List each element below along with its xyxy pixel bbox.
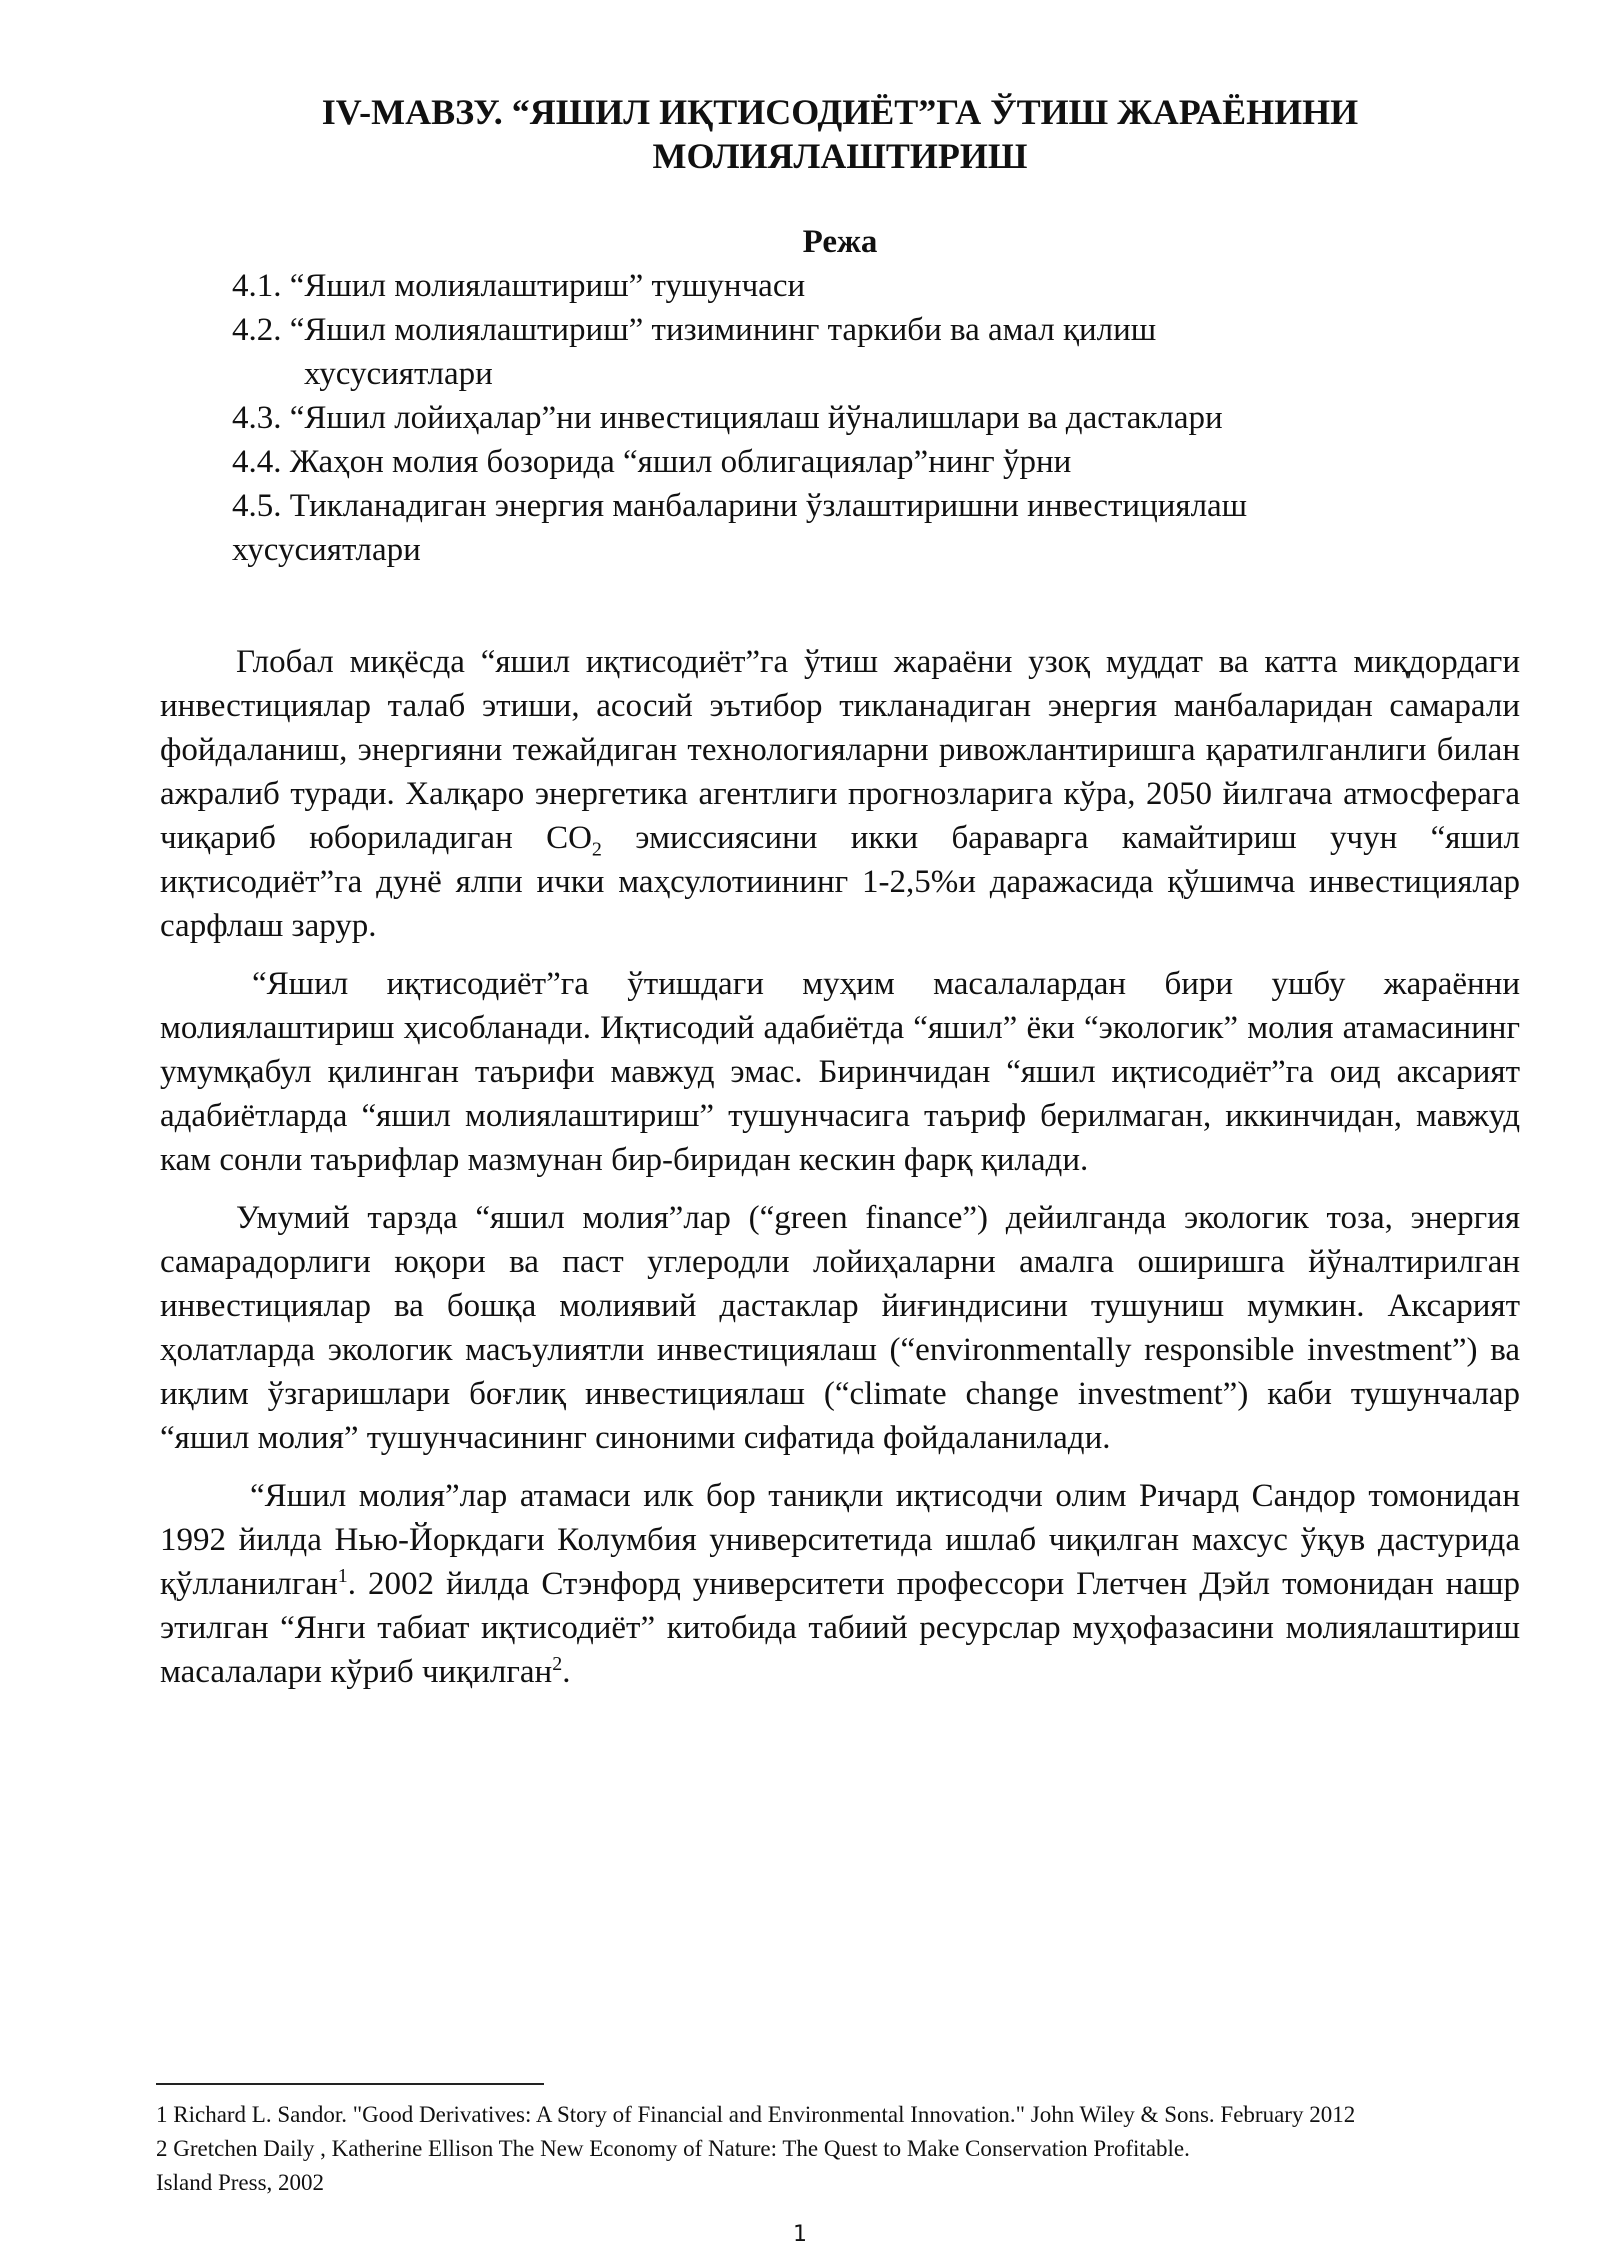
footnote-2-line-2: Island Press, 2002 (156, 2170, 325, 2195)
paragraph-3: Умумий тарзда “яшил молия”лар (“green finance”) дейилганда экологик тоза, энергия самарадорлиги юқори ва паст углеродли лойиҳаларни амалга оширишга йўналтирилган инвестициялар ва бошқа молиявий дастаклар йиғиндисини тушуниш мумкин. Аксарият ҳолатларда экологик масъулиятли инвестициялаш (“environmentally responsible investment”) ва иқлим ўзгаришлари боғлиқ инвестициялаш (“climate change investment”) каби тушунчалар “яшил молия” тушунчасининг синоними сифатида фойдаланилади. (160, 1200, 1520, 1456)
paragraph-1-text-b: эмиссиясини икки бараварга камайтириш учун “яшил иқтисодиёт”га дунё ялпи ички маҳсулотиининг 1-2,5%и даражасида қўшимча инвестициялар сарфлаш зарур. (160, 820, 1520, 944)
paragraph-2: “Яшил иқтисодиёт”га ўтишдаги муҳим масалалардан бири ушбу жараённи молиялаштириш ҳисобланади. Иқтисодий адабиётда “яшил” ёки “экологик” молия атамасининг умумқабул қилинган таърифи мавжуд эмас. Биринчидан “яшил иқтисодиёт”га оид аксарият адабиётларда “яшил молиялаштириш” тушунчасига таъриф берилмаган, иккинчидан, мавжуд кам сонли таърифлар мазмунан бир-биридан кескин фарқ қилади. (160, 966, 1520, 1178)
paragraph-4-text-a: “Яшил молия”лар атамаси илк бор таниқли иқтисодчи олим Ричард Сандор томонидан 1992 йилда Нью-Йоркдаги Колумбия университетида ишлаб чиқилган махсус ўқув дастурида қўлланилган (160, 1478, 1520, 1602)
plan-item-text: 4.1. “Яшил молиялаштириш” тушунчаси (232, 268, 806, 304)
body-text (160, 640, 1520, 1708)
title-line-1: IV-МАВЗУ. “ЯШИЛ ИҚТИСОДИЁТ”ГА ЎТИШ ЖАРАЁНИНИ (321, 92, 1359, 132)
footnotes (156, 2098, 1536, 2200)
plan-item-continuation: хусусиятлари (232, 532, 421, 568)
plan-item-4-5 (232, 484, 1382, 572)
paragraph-1-text-a: Глобал миқёсда “яшил иқтисодиёт”га ўтиш жараёни узоқ муддат ва катта миқдордаги инвестициялар талаб этиши, асосий эътибор тикланадиган энергия манбаларидан самарали фойдаланиш, энергияни тежайдиган технологияларни ривожлантиришга қаратилганлиги билан ажралиб туради. Халқаро энергетика агентлиги прогнозларига кўра, 2050 йилгача атмосферага чиқариб юбориладиган CO (160, 644, 1520, 856)
page-title (160, 90, 1520, 178)
footnote-separator (156, 2083, 544, 2085)
paragraph-1 (160, 640, 1520, 948)
paragraph-4-text-c: . (562, 1654, 571, 1690)
plan-item-continuation: хусусиятлари (304, 356, 493, 392)
footnote-ref-2[interactable]: 2 (552, 1653, 563, 1675)
paragraph-4-text-b: . 2002 йилда Стэнфорд университети профессори Глетчен Дэйл томонидан нашр этилган “Янги табиат иқтисодиёт” китобида табиий ресурслар муҳофазасини молиялаштириш масалалари кўриб чиқилган (160, 1566, 1520, 1690)
plan-list (232, 264, 1382, 572)
footnote-1: 1 Richard L. Sandor. "Good Derivatives: A Story of Financial and Environmental Innovation." John Wiley & Sons. February 2012 (156, 2102, 1356, 2127)
co2-subscript: 2 (591, 838, 602, 861)
page-number: 1 (793, 2222, 807, 2247)
plan-item-text: 4.3. “Яшил лойиҳалар”ни инвестициялаш йўналишлари ва дастаклари (232, 400, 1223, 436)
plan-item-text: 4.4. Жаҳон молия бозорида “яшил облигациялар”нинг ўрни (232, 444, 1072, 480)
footnote-ref-1[interactable]: 1 (337, 1565, 348, 1587)
plan-item-4-3 (232, 396, 1382, 440)
paragraph-4 (160, 1474, 1520, 1694)
plan-heading: Режа (802, 224, 878, 260)
plan-item-4-4 (232, 440, 1382, 484)
title-line-2: МОЛИЯЛАШТИРИШ (652, 136, 1028, 176)
plan-item-4-1 (232, 264, 1382, 308)
plan-item-text: 4.5. Тикланадиган энергия манбаларини ўзлаштиришни инвестициялаш (232, 488, 1248, 524)
footnote-2-line-1: 2 Gretchen Daily , Katherine Ellison The New Economy of Nature: The Quest to Make Conservation Profitable. (156, 2136, 1190, 2161)
plan-item-text: 4.2. “Яшил молиялаштириш” тизимининг таркиби ва амал қилиш (232, 312, 1157, 348)
plan-item-4-2 (232, 308, 1382, 396)
